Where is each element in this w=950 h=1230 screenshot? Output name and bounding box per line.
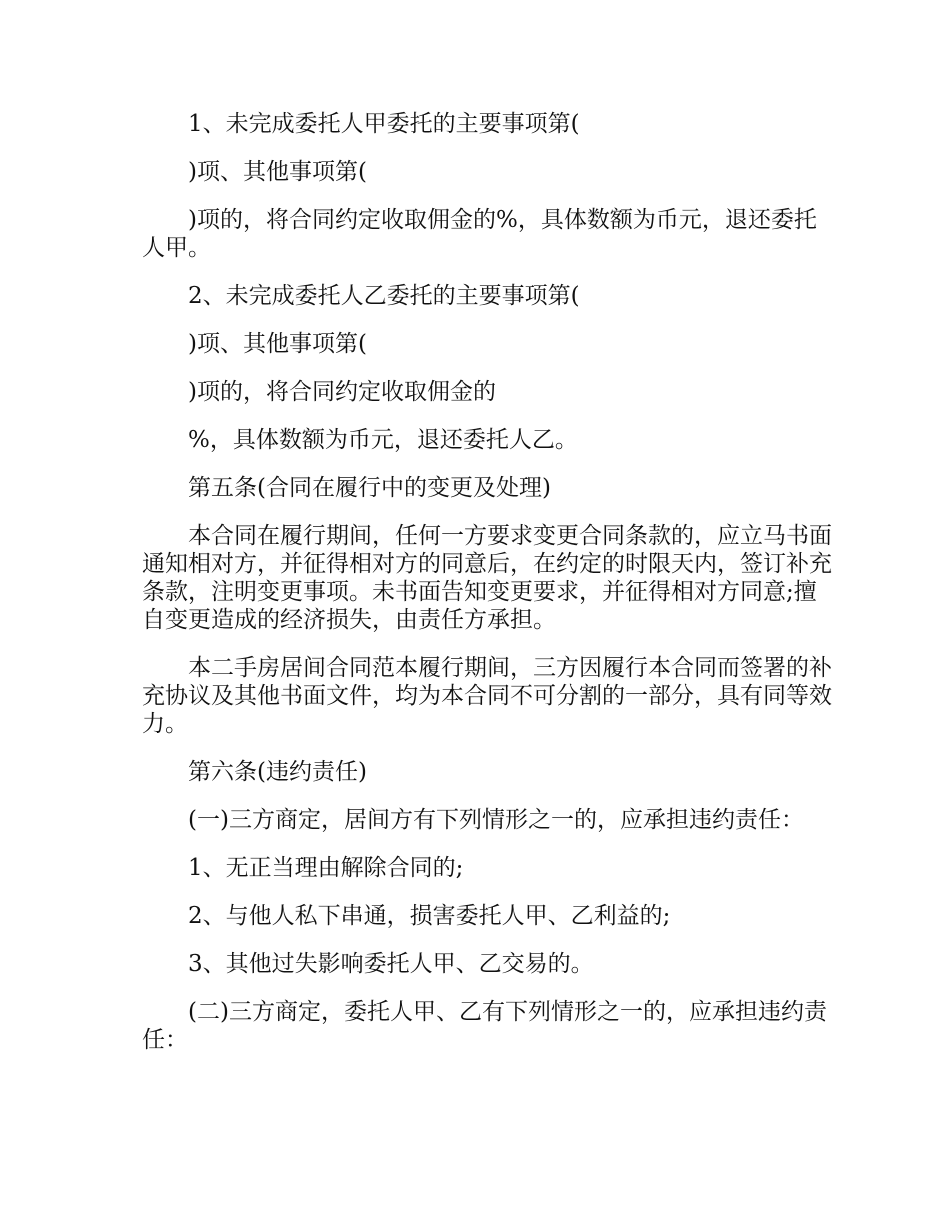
paragraph: %，具体数额为币元，退还委托人乙。 — [188, 427, 578, 453]
paragraph: 本合同在履行期间，任何一方要求变更合同条款的，应立马书面通知相对方，并征得相对方的同意后，在约定的时限天内，签订补充条款，注明变更事项。未书面告知变更要求，并征得相对方同意;擅自变更造成的经济损失，由责任方承担。 — [142, 523, 832, 633]
paragraph: (一)三方商定，居间方有下列情形之一的，应承担违约责任： — [188, 807, 804, 833]
paragraph: 3、其他过失影响委托人甲、乙交易的。 — [188, 951, 594, 977]
paragraph: 1、未完成委托人甲委托的主要事项第( — [188, 111, 580, 137]
paragraph: 1、无正当理由解除合同的; — [188, 855, 464, 881]
document-body — [142, 110, 832, 1054]
paragraph: (二)三方商定，委托人甲、乙有下列情形之一的，应承担违约责任： — [142, 999, 827, 1053]
paragraph: )项的，将合同约定收取佣金的%，具体数额为币元，退还委托人甲。 — [142, 207, 817, 261]
paragraph: 2、与他人私下串通，损害委托人甲、乙利益的; — [188, 903, 671, 929]
paragraph: 2、未完成委托人乙委托的主要事项第( — [188, 283, 580, 309]
paragraph: )项、其他事项第( — [188, 159, 367, 185]
section-heading: 第五条(合同在履行中的变更及处理) — [188, 475, 551, 501]
paragraph: 本二手房居间合同范本履行期间，三方因履行本合同而签署的补充协议及其他书面文件，均为本合同不可分割的一部分，具有同等效力。 — [142, 655, 832, 737]
paragraph: )项的，将合同约定收取佣金的 — [188, 379, 496, 405]
section-heading: 第六条(违约责任) — [188, 759, 367, 785]
paragraph: )项、其他事项第( — [188, 331, 367, 357]
